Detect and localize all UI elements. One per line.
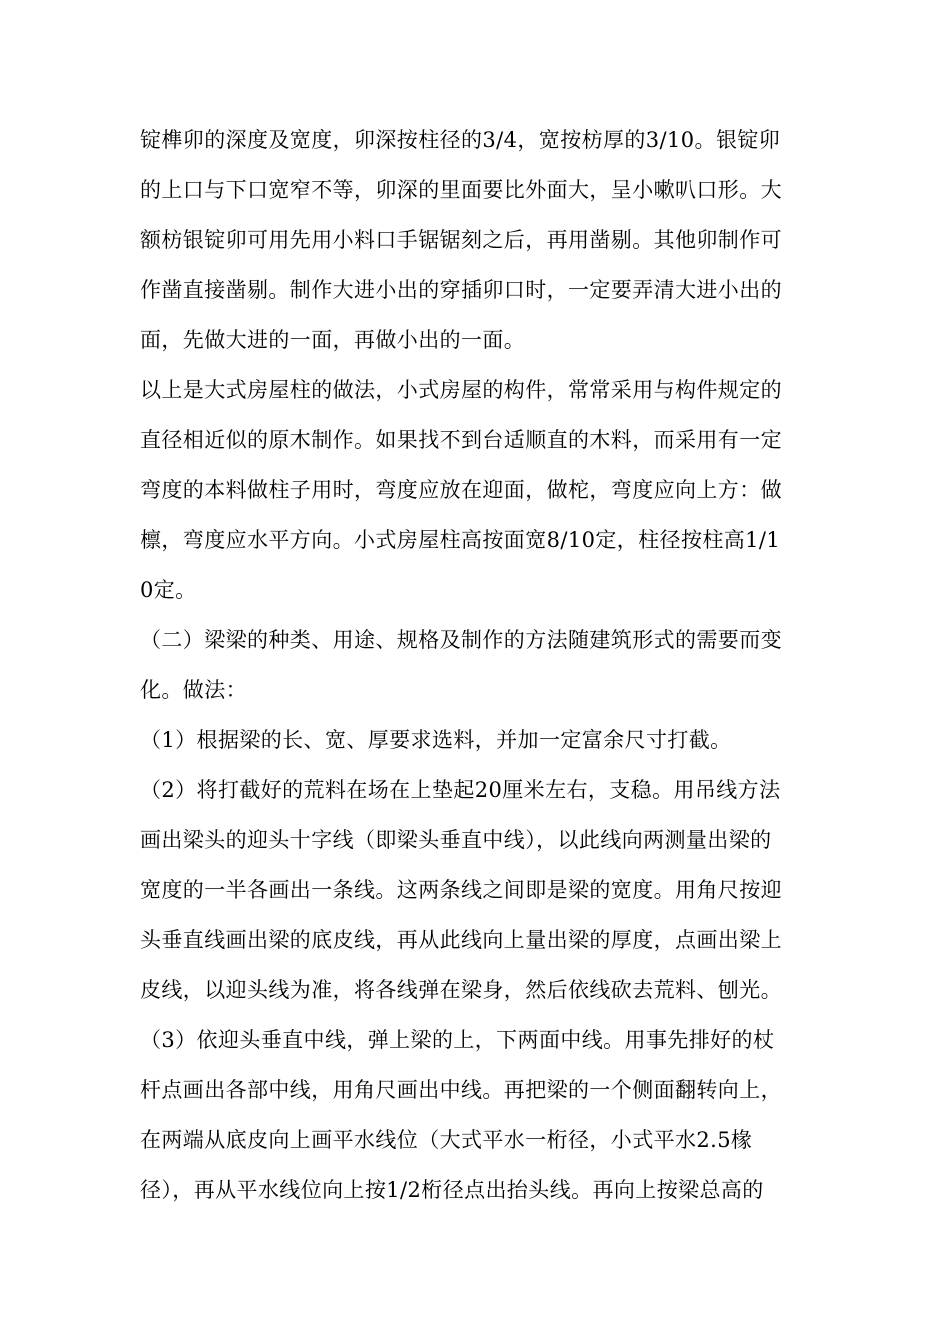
text-line: 直径相近似的原木制作。如果找不到台适顺直的木料，而采用有一定: [140, 428, 782, 452]
text-line: 作凿直接凿剔。制作大进小出的穿插卯口时，一定要弄清大进小出的: [140, 278, 782, 302]
text-line: 檩，弯度应水平方向。小式房屋柱高按面宽8/10定，柱径按柱高1/1: [140, 528, 781, 552]
text-line: 化。做法：: [140, 678, 247, 702]
text-line: 画出梁头的迎头十字线（即梁头垂直中线），以此线向两测量出梁的: [140, 828, 772, 852]
text-line: 额枋银锭卯可用先用小料口手锯锯刻之后，再用凿剔。其他卯制作可: [140, 228, 782, 252]
text-line: （1）根据梁的长、宽、厚要求选料，并加一定富余尺寸打截。: [140, 728, 732, 752]
text-line: 径），再从平水线位向上按1/2桁径点出抬头线。再向上按梁总高的: [140, 1178, 764, 1202]
text-line: （2）将打截好的荒料在场在上垫起20厘米左右，支稳。用吊线方法: [140, 778, 781, 802]
text-line: 面，先做大进的一面，再做小出的一面。: [140, 328, 526, 352]
text-line: 以上是大式房屋柱的做法，小式房屋的构件，常常采用与构件规定的: [140, 378, 782, 402]
text-line: （二）梁梁的种类、用途、规格及制作的方法随建筑形式的需要而变: [140, 628, 782, 652]
text-line: 头垂直线画出梁的底皮线，再从此线向上量出梁的厚度，点画出梁上: [140, 928, 782, 952]
text-line: 的上口与下口宽窄不等，卯深的里面要比外面大，呈小嗽叭口形。大: [140, 178, 782, 202]
text-line: （3）依迎头垂直中线，弹上梁的上，下两面中线。用事先排好的杖: [140, 1028, 775, 1052]
text-line: 在两端从底皮向上画平水线位（大式平水一桁径，小式平水2.5椽: [140, 1128, 753, 1152]
text-line: 弯度的本料做柱子用时，弯度应放在迎面，做柁，弯度应向上方：做: [140, 478, 782, 502]
text-line: 锭榫卯的深度及宽度，卯深按柱径的3/4，宽按枋厚的3/10。银锭卯: [140, 128, 781, 152]
text-line: 皮线，以迎头线为准，将各线弹在梁身，然后依线砍去荒料、刨光。: [140, 978, 782, 1002]
text-line: 杆点画出各部中线，用角尺画出中线。再把梁的一个侧面翻转向上，: [140, 1078, 782, 1102]
text-line: 0定。: [140, 578, 197, 602]
text-line: 宽度的一半各画出一条线。这两条线之间即是梁的宽度。用角尺按迎: [140, 878, 782, 902]
